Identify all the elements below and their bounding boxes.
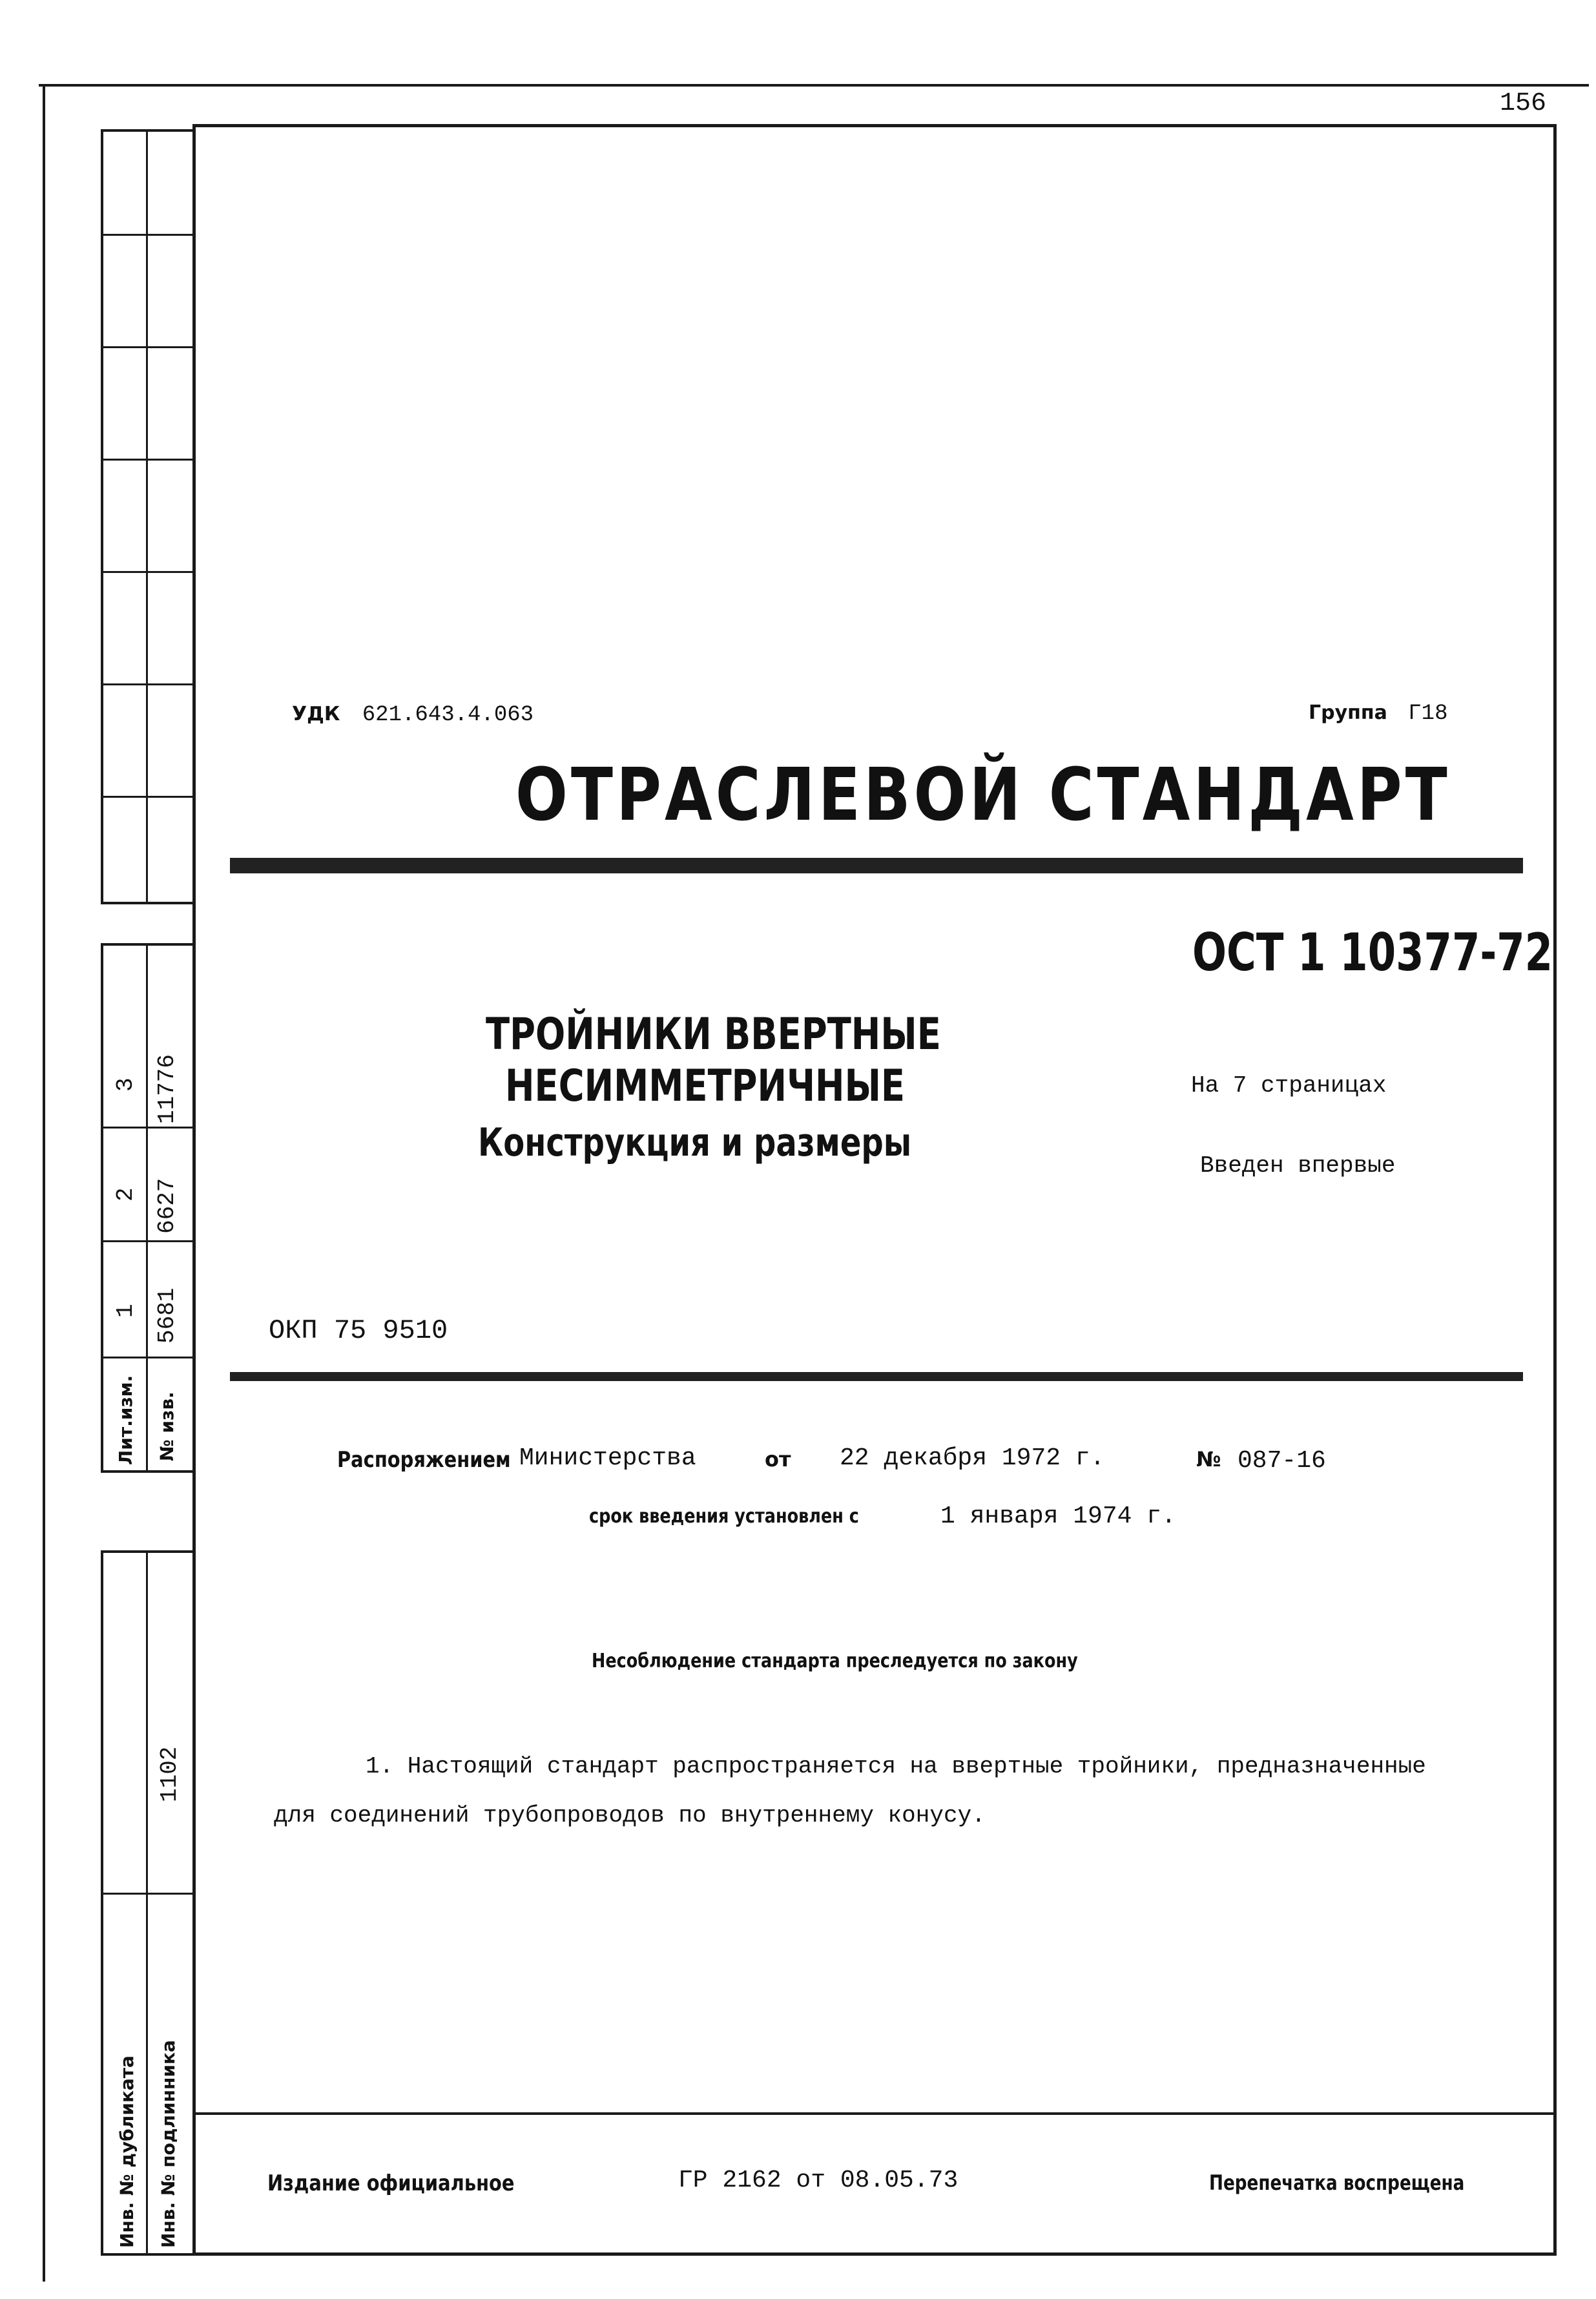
order-label: Распоряжением <box>337 1447 511 1473</box>
change-izv-3: 11776 <box>154 1054 180 1124</box>
change-lit-2: 2 <box>112 1187 139 1202</box>
stamp-row-line <box>101 1240 192 1242</box>
footer-left: Издание официальное <box>267 2170 515 2196</box>
top-border <box>39 84 1589 87</box>
order-number: 087-16 <box>1238 1447 1326 1475</box>
stamp-row-line <box>101 1357 192 1358</box>
footer-center: ГР 2162 от 08.05.73 <box>678 2167 959 2194</box>
inventory-duplicate-label: Инв. № дубликата <box>116 2055 138 2248</box>
page-number: 156 <box>1500 89 1547 118</box>
left-margin-line <box>43 85 45 2282</box>
paragraph-line-1: 1. Настоящий стандарт распространяется на ввертные тройники, предназначенные <box>366 1753 1426 1780</box>
title-line-3: Конструкция и размеры <box>478 1120 912 1165</box>
change-izv-1: 5681 <box>154 1287 180 1344</box>
stamp-row-line <box>101 234 192 236</box>
stamp-row-line <box>101 346 192 348</box>
stamp-row-line <box>101 459 192 461</box>
stamp-row-line <box>101 796 192 798</box>
group-label: Группа <box>1309 702 1387 724</box>
change-lit-1: 1 <box>112 1304 139 1318</box>
udk-value: 621.643.4.063 <box>362 703 534 727</box>
group-value: Г18 <box>1408 702 1448 726</box>
stamp-row-line <box>101 1893 192 1895</box>
footer-right: Перепечатка воспрещена <box>1209 2170 1465 2195</box>
inventory-original-label: Инв. № подлинника <box>158 2040 179 2248</box>
effective-date: 1 января 1974 г. <box>940 1503 1176 1530</box>
thick-rule-bottom <box>230 1372 1523 1381</box>
introduced-note: Введен впервые <box>1200 1152 1396 1179</box>
effective-label: срок введения установлен с <box>589 1505 859 1528</box>
title-line-1: ТРОЙНИКИ ВВЕРТНЫЕ <box>486 1009 941 1060</box>
change-lit-3: 3 <box>112 1077 139 1092</box>
stamp-row-line <box>101 571 192 573</box>
stamp-divider <box>146 129 148 904</box>
header-title: ОТРАСЛЕВОЙ СТАНДАРТ <box>515 753 1451 837</box>
legal-warning: Несоблюдение стандарта преследуется по закону <box>592 1650 1078 1672</box>
thick-rule-top <box>230 858 1523 873</box>
footer-rule <box>192 2112 1557 2115</box>
lit-izm-label: Лит.изм. <box>115 1375 136 1465</box>
order-authority: Министерства <box>519 1444 696 1472</box>
title-line-2: НЕСИММЕТРИЧНЫЕ <box>505 1061 906 1112</box>
standard-number: ОСТ 1 10377-72 <box>1192 922 1553 983</box>
udk-label: УДК <box>292 703 340 725</box>
order-number-label: № <box>1196 1447 1221 1472</box>
stamp-row-line <box>101 1127 192 1129</box>
order-from-label: от <box>765 1447 791 1472</box>
main-frame <box>192 124 1557 2256</box>
inventory-original-number: 1102 <box>156 1746 183 1802</box>
stamp-divider <box>146 943 148 1473</box>
paragraph-line-2: для соединений трубопроводов по внутреннему конусу. <box>274 1802 986 1829</box>
stamp-divider <box>146 1550 148 2256</box>
okp-code: ОКП 75 9510 <box>269 1315 448 1346</box>
order-date: 22 декабря 1972 г. <box>840 1444 1105 1472</box>
stamp-row-line <box>101 683 192 685</box>
izv-label: № изв. <box>156 1391 178 1461</box>
change-izv-2: 6627 <box>154 1178 180 1234</box>
udk-line <box>292 703 534 727</box>
group-line <box>1309 702 1447 726</box>
pages-info: На 7 страницах <box>1191 1072 1387 1099</box>
